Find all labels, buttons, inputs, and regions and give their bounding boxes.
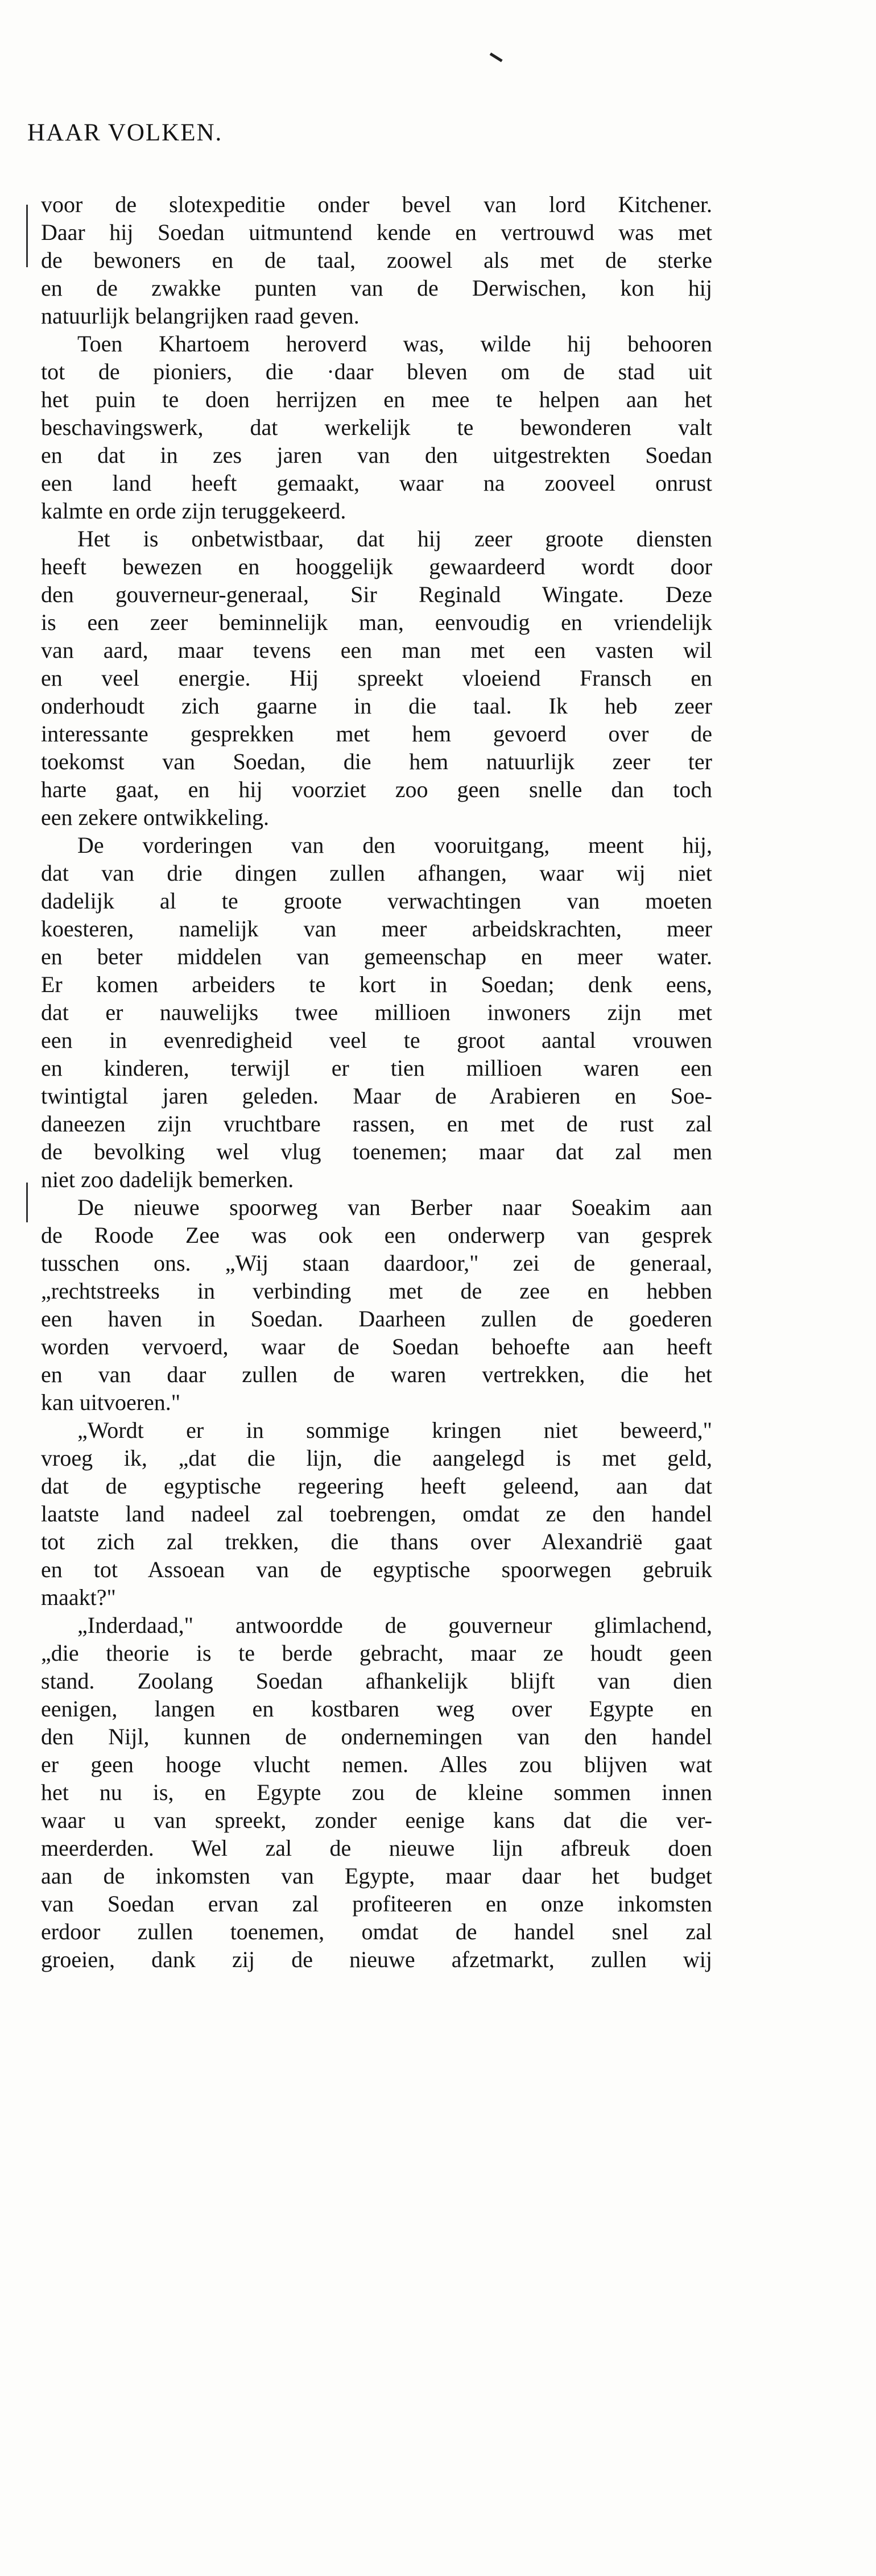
text-line: twintigtal jaren geleden. Maar de Arabieren en Soe- — [41, 1083, 712, 1109]
paragraph — [41, 330, 712, 525]
text-line: kalmte en orde zijn teruggekeerd. — [41, 498, 346, 524]
text-line: Het is onbetwistbaar, dat hij zeer groote diensten — [77, 526, 712, 551]
text-line: het puin te doen herrijzen en mee te helpen aan het — [41, 387, 712, 412]
text-line: en veel energie. Hij spreekt vloeiend Fransch en — [41, 665, 712, 691]
text-line: harte gaat, en hij voorziet zoo geen snelle dan toch — [41, 777, 712, 802]
paragraph — [41, 1416, 712, 1611]
text-line: dadelijk al te groote verwachtingen van moeten — [41, 888, 712, 914]
text-line: heeft bewezen en hooggelijk gewaardeerd wordt door — [41, 554, 712, 579]
text-line: en de zwakke punten van de Derwischen, kon hij — [41, 275, 712, 301]
text-line: een haven in Soedan. Daarheen zullen de goederen — [41, 1306, 712, 1331]
text-line: den Nijl, kunnen de ondernemingen van den handel — [41, 1724, 712, 1749]
paragraph — [41, 1611, 712, 1973]
text-line: voor de slotexpeditie onder bevel van lord Kitchener. — [41, 192, 712, 217]
text-line: een in evenredigheid veel te groot aantal vrouwen — [41, 1027, 712, 1053]
text-line: er geen hooge vlucht nemen. Alles zou blijven wat — [41, 1752, 712, 1777]
text-line: dat er nauwelijks twee millioen inwoners zijn met — [41, 999, 712, 1025]
text-line: Daar hij Soedan uitmuntend kende en vertrouwd was met — [41, 219, 712, 245]
text-line: onderhoudt zich gaarne in die taal. Ik heb zeer — [41, 693, 712, 719]
text-line: kan uitvoeren." — [41, 1389, 181, 1415]
text-line: worden vervoerd, waar de Soedan behoefte aan heeft — [41, 1334, 712, 1359]
text-line: een zekere ontwikkeling. — [41, 804, 269, 830]
text-line: is een zeer beminnelijk man, eenvoudig en vriendelijk — [41, 609, 712, 635]
text-line: waar u van spreekt, zonder eenige kans dat die ver- — [41, 1807, 712, 1833]
paragraph — [41, 1193, 712, 1416]
text-line: en dat in zes jaren van den uitgestrekten Soedan — [41, 442, 712, 468]
text-line: van aard, maar tevens een man met een vasten wil — [41, 637, 712, 663]
text-line: en van daar zullen de waren vertrekken, die het — [41, 1362, 712, 1387]
text-line: koesteren, namelijk van meer arbeidskrachten, meer — [41, 916, 712, 941]
text-line: de Roode Zee was ook een onderwerp van gesprek — [41, 1222, 712, 1248]
text-line: en beter middelen van gemeenschap en meer water. — [41, 944, 712, 969]
text-line: eenigen, langen en kostbaren weg over Egypte en — [41, 1696, 712, 1722]
text-line: De vorderingen van den vooruitgang, meent hij, — [77, 832, 712, 858]
text-line: Er komen arbeiders te kort in Soedan; denk eens, — [41, 972, 712, 997]
text-line: De nieuwe spoorweg van Berber naar Soeakim aan — [77, 1194, 712, 1220]
text-line: „Inderdaad," antwoordde de gouverneur glimlachend, — [77, 1612, 712, 1638]
text-line: maakt?" — [41, 1584, 116, 1610]
text-line: het nu is, en Egypte zou de kleine sommen innen — [41, 1779, 712, 1805]
text-line: „die theorie is te berde gebracht, maar ze houdt geen — [41, 1640, 712, 1666]
text-line: erdoor zullen toenemen, omdat de handel snel zal — [41, 1919, 712, 1944]
text-line: beschavingswerk, dat werkelijk te bewonderen valt — [41, 414, 712, 440]
text-line: daneezen zijn vruchtbare rassen, en met de rust zal — [41, 1111, 712, 1136]
text-line: van Soedan ervan zal profiteeren en onze inkomsten — [41, 1891, 712, 1917]
text-line: toekomst van Soedan, die hem natuurlijk zeer ter — [41, 749, 712, 774]
paragraph — [41, 190, 712, 330]
paragraph — [41, 831, 712, 1193]
margin-rule — [26, 205, 28, 267]
text-line: „Wordt er in sommige kringen niet beweerd," — [77, 1417, 712, 1443]
text-line: en kinderen, terwijl er tien millioen waren een — [41, 1055, 712, 1081]
text-line: tot de pioniers, die ·daar bleven om de stad uit — [41, 359, 712, 384]
text-line: niet zoo dadelijk bemerken. — [41, 1167, 294, 1192]
text-line: aan de inkomsten van Egypte, maar daar het budget — [41, 1863, 712, 1889]
body-text — [41, 190, 712, 1973]
text-line: dat de egyptische regeering heeft geleend, aan dat — [41, 1473, 712, 1499]
text-line: Toen Khartoem heroverd was, wilde hij behooren — [77, 331, 712, 356]
text-line: een land heeft gemaakt, waar na zooveel onrust — [41, 470, 712, 496]
text-line: stand. Zoolang Soedan afhankelijk blijft van dien — [41, 1668, 712, 1694]
text-line: tusschen ons. „Wij staan daardoor," zei de generaal, — [41, 1250, 712, 1276]
text-line: dat van drie dingen zullen afhangen, waar wij niet — [41, 860, 712, 886]
text-line: meerderden. Wel zal de nieuwe lijn afbreuk doen — [41, 1835, 712, 1861]
margin-rule — [26, 1183, 28, 1222]
text-line: den gouverneur-generaal, Sir Reginald Wingate. Deze — [41, 582, 712, 607]
text-line: natuurlijk belangrijken raad geven. — [41, 303, 360, 329]
text-line: de bevolking wel vlug toenemen; maar dat zal men — [41, 1139, 712, 1164]
running-header: HAAR VOLKEN. — [27, 119, 223, 146]
text-line: de bewoners en de taal, zoowel als met de sterke — [41, 247, 712, 273]
text-line: tot zich zal trekken, die thans over Alexandrië gaat — [41, 1529, 712, 1554]
stray-mark — [490, 52, 503, 62]
text-line: laatste land nadeel zal toebrengen, omdat ze den handel — [41, 1501, 712, 1526]
text-line: interessante gesprekken met hem gevoerd over de — [41, 721, 712, 746]
text-line: vroeg ik, „dat die lijn, die aangelegd is met geld, — [41, 1445, 712, 1471]
text-line: „rechtstreeks in verbinding met de zee en hebben — [41, 1278, 712, 1304]
text-line: groeien, dank zij de nieuwe afzetmarkt, zullen wij — [41, 1947, 712, 1972]
text-line: en tot Assoean van de egyptische spoorwegen gebruik — [41, 1557, 712, 1582]
paragraph — [41, 525, 712, 831]
